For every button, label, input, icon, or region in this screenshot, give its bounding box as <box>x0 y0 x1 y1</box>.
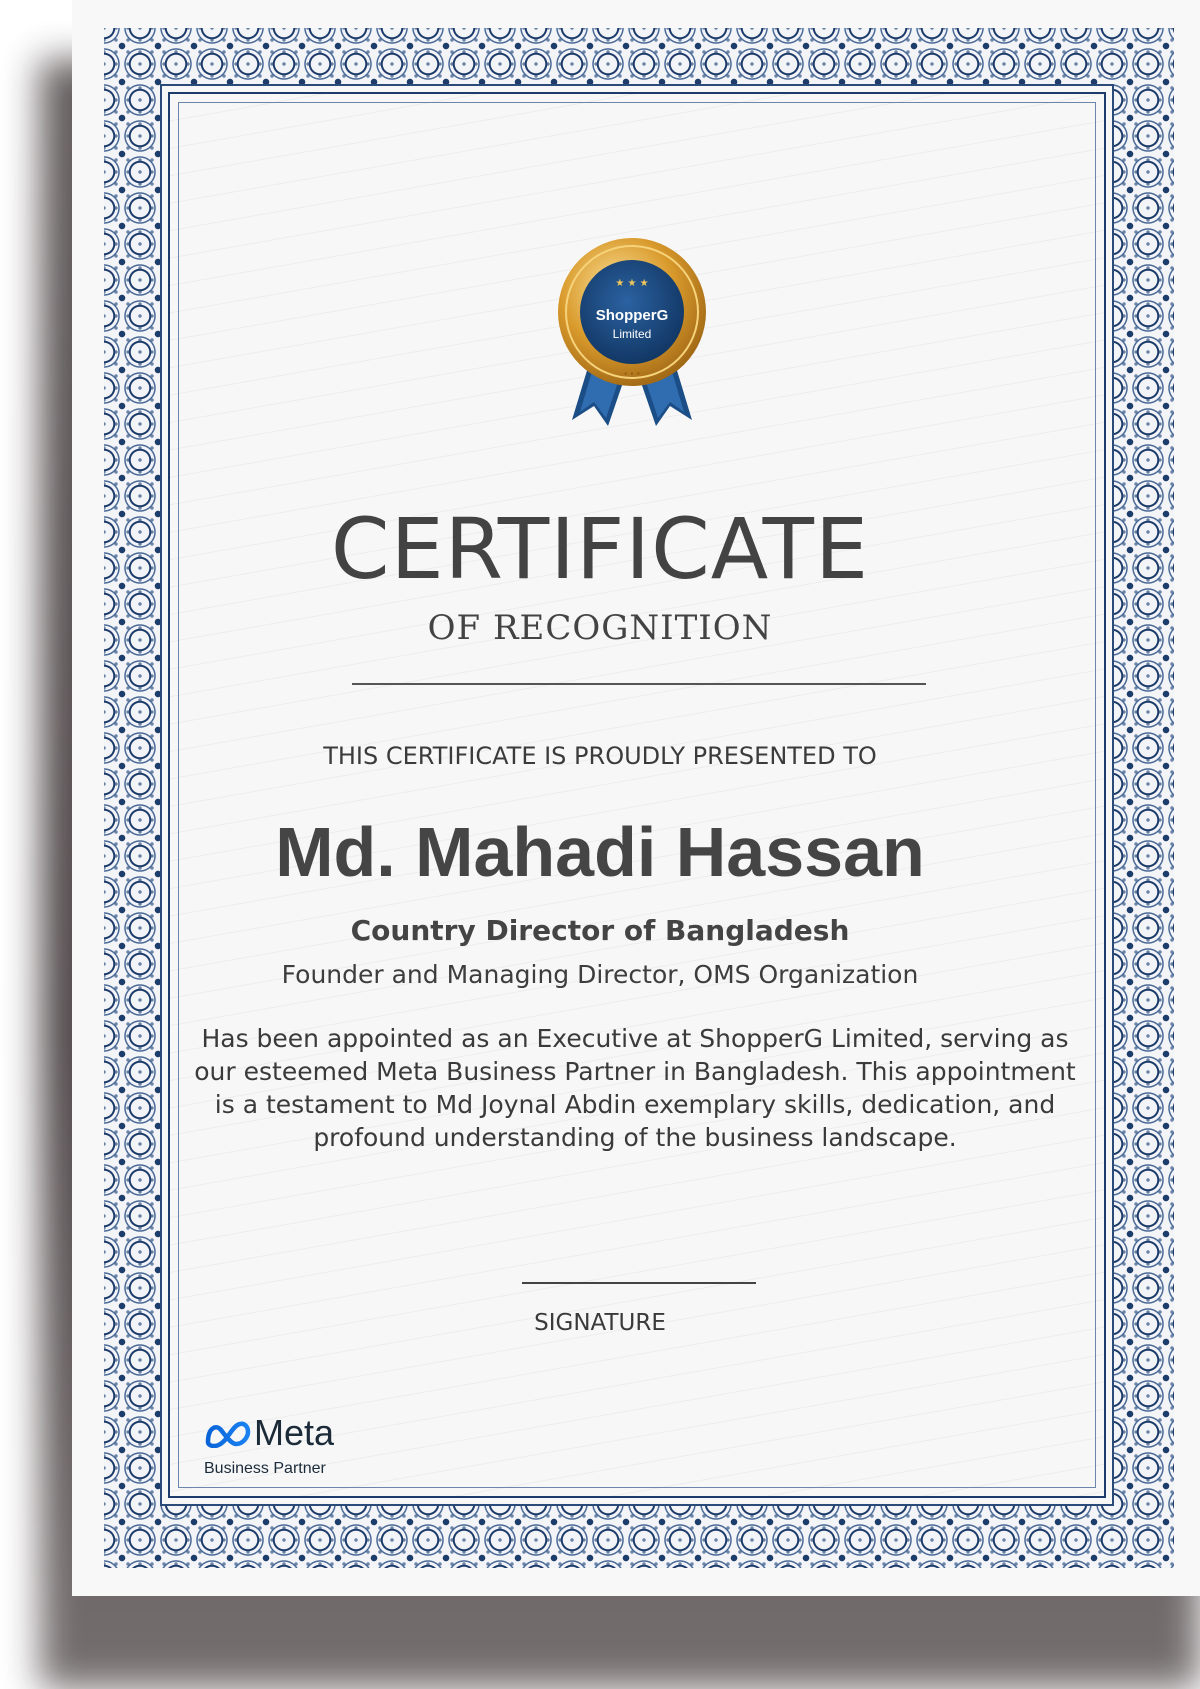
signature-line <box>522 1282 756 1284</box>
certificate-subtitle: OF RECOGNITION <box>427 608 773 648</box>
medal-text-line1: ShopperG <box>595 307 669 324</box>
recipient-name: Md. Mahadi Hassan <box>275 813 925 891</box>
certificate-body-text: Has been appointed as an Executive at ShopperG Limited, serving as our esteemed Meta Business Partner in Bangladesh. This appointment is a testament to Md Joynal Abdin exemplary skills, dedication, and profound understanding of the business landscape. <box>194 1024 1076 1152</box>
meta-business-partner-logo <box>204 1412 404 1492</box>
meta-caption: Business Partner <box>204 1460 326 1477</box>
svg-text:• • •: • • • <box>623 370 641 378</box>
signature-label: SIGNATURE <box>534 1310 666 1336</box>
medal-badge-icon <box>552 236 712 432</box>
svg-text:★ ★ ★: ★ ★ ★ <box>615 278 649 289</box>
recipient-founder-line: Founder and Managing Director, OMS Organization <box>281 960 919 989</box>
presented-to-label: THIS CERTIFICATE IS PROUDLY PRESENTED TO <box>323 742 877 770</box>
certificate-title: CERTIFICATE <box>330 500 870 598</box>
medal-text-line2: Limited <box>612 327 652 341</box>
recipient-role: Country Director of Bangladesh <box>350 914 850 947</box>
meta-wordmark: Meta <box>254 1412 335 1453</box>
meta-infinity-icon <box>204 1420 252 1448</box>
title-divider <box>352 683 926 685</box>
